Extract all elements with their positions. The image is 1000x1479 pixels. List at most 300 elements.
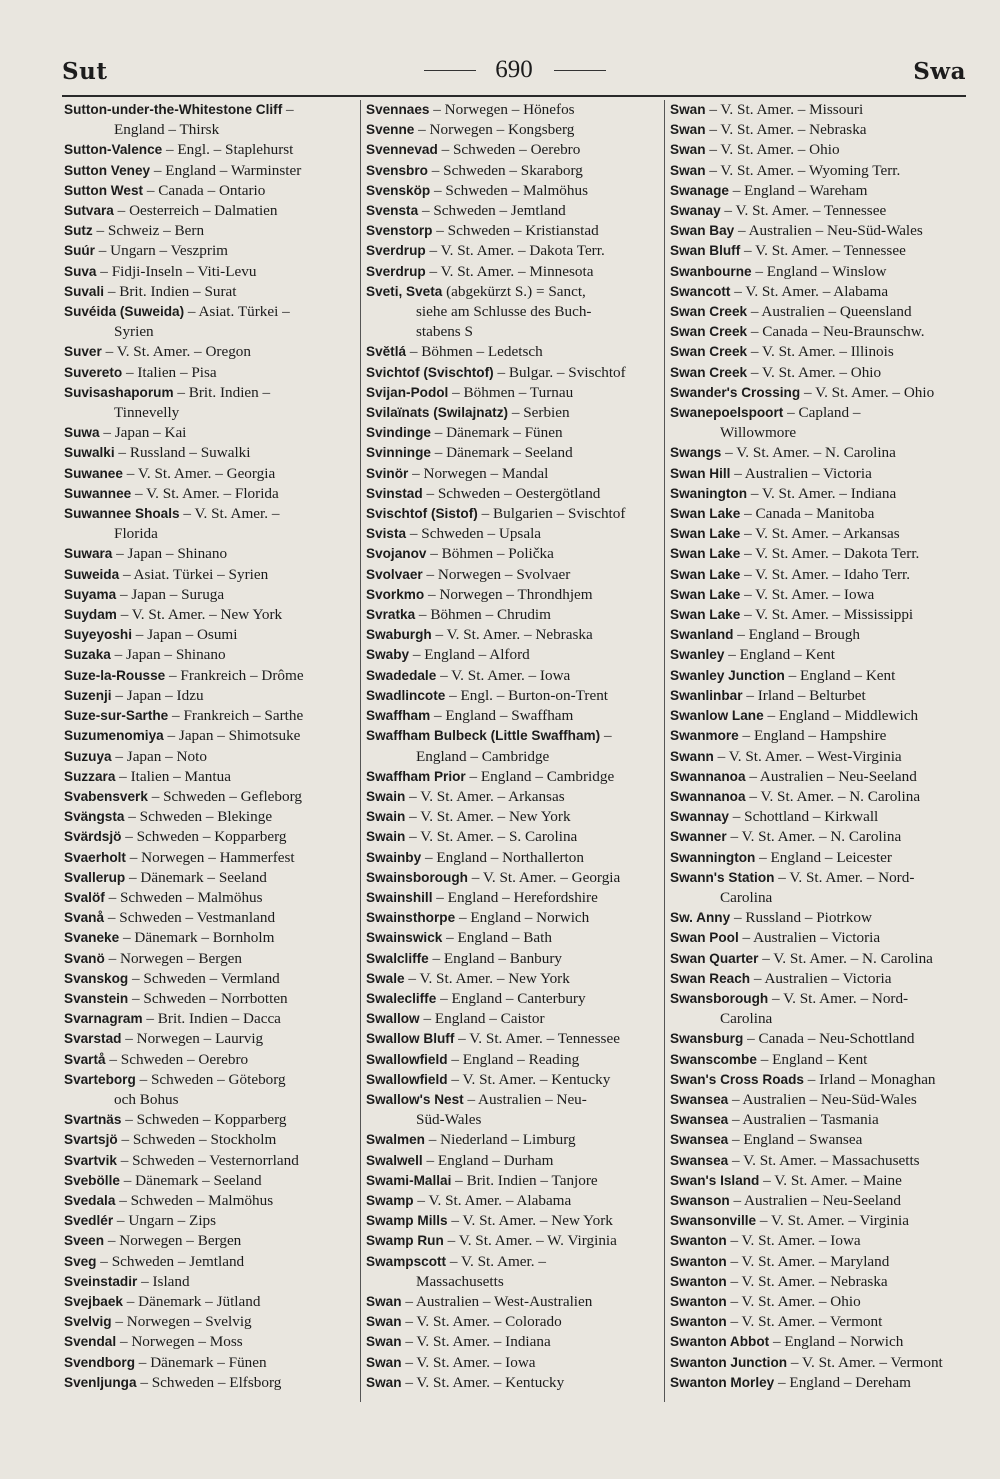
- gazetteer-entry: [64, 1029, 356, 1049]
- entry-location: – V. St. Amer. – Illinois: [747, 343, 894, 361]
- entry-headword: Svorkmo: [366, 586, 425, 602]
- gazetteer-entry: [64, 1332, 356, 1352]
- entry-location: –: [282, 101, 294, 118]
- gazetteer-entry: [64, 1191, 356, 1211]
- entry-location: – Irland – Monaghan: [803, 1070, 936, 1088]
- entry-location: – V. St. Amer. – Vermont: [726, 1313, 883, 1331]
- entry-headword: Suwanee: [64, 465, 123, 481]
- running-head-right: Swa: [913, 58, 966, 85]
- gazetteer-entry: [64, 302, 356, 322]
- entry-headword: Svartnäs: [64, 1112, 122, 1128]
- entry-location: – England – Wareham: [728, 181, 868, 199]
- entry-location: – England – Banbury: [428, 949, 563, 967]
- gazetteer-entry: [64, 767, 356, 787]
- entry-location: – V. St. Amer. – New York: [405, 808, 571, 826]
- entry-headword: Swansea: [670, 1132, 729, 1148]
- entry-headword: Swanton Junction: [670, 1354, 788, 1370]
- gazetteer-entry: [670, 544, 968, 564]
- entry-location: – Japan – Kai: [99, 424, 187, 442]
- entry-headword: Swann: [670, 748, 714, 764]
- entry-headword: Suver: [64, 344, 102, 360]
- entry-location: – V. St. Amer. – Minnesota: [425, 262, 594, 280]
- entry-headword: Sveti, Sveta: [366, 283, 443, 299]
- gazetteer-entry: [366, 888, 662, 908]
- entry-location: – England – Kent: [756, 1050, 868, 1068]
- gazetteer-entry: [670, 1090, 968, 1110]
- gazetteer-entry: [64, 686, 356, 706]
- column-3: [670, 100, 968, 1409]
- entry-headword: Swanay: [670, 203, 721, 219]
- entry-headword: Swanley Junction: [670, 667, 785, 683]
- gazetteer-entry: [64, 1211, 356, 1231]
- gazetteer-entry: [64, 807, 356, 827]
- gazetteer-entry: [670, 262, 968, 282]
- gazetteer-entry: [366, 484, 662, 504]
- gazetteer-entry: [64, 484, 356, 504]
- entry-headword: Sutton-under-the-Whitestone Cliff: [64, 102, 283, 117]
- gazetteer-entry: [366, 585, 662, 605]
- entry-headword: Swamp Run: [366, 1233, 444, 1249]
- entry-location: – V. St. Amer. – Alabama: [413, 1191, 572, 1209]
- entry-headword: Svejbaek: [64, 1293, 123, 1309]
- entry-location: – Japan – Suruga: [116, 585, 225, 603]
- entry-location: – V. St. Amer. – Maine: [759, 1171, 902, 1189]
- entry-location: – V. St. Amer. – Nebraska: [726, 1272, 888, 1290]
- gazetteer-entry: [366, 908, 662, 928]
- gazetteer-entry: [670, 1312, 968, 1332]
- entry-continuation: England – Cambridge: [416, 747, 550, 765]
- entry-headword: Swanton: [670, 1253, 727, 1269]
- gazetteer-entry: [366, 221, 662, 241]
- entry-headword: Sverdrup: [366, 263, 426, 279]
- entry-location: – Schweden – Gefleborg: [147, 787, 302, 805]
- entry-headword: Swan: [366, 1354, 402, 1370]
- gazetteer-entry: [670, 140, 968, 160]
- entry-headword: Swan Lake: [670, 526, 741, 542]
- entry-location: – V. St. Amer. – Ohio: [705, 141, 840, 159]
- entry-location: – Australien – Neu-Seeland: [729, 1191, 901, 1209]
- entry-headword: Swan's Cross Roads: [670, 1071, 804, 1087]
- entry-headword: Swanton: [670, 1233, 727, 1249]
- gazetteer-entry: [64, 908, 356, 928]
- gazetteer-entry: [366, 1070, 662, 1090]
- gazetteer-entry: [366, 1029, 662, 1049]
- entry-location: – Dänemark – Bornholm: [119, 929, 275, 947]
- entry-location: – England – Kent: [724, 646, 835, 664]
- entry-location: – Norwegen – Hönefos: [429, 101, 575, 118]
- entry-location: – Italien – Pisa: [122, 363, 217, 381]
- entry-location: – Schweden – Kristianstad: [432, 222, 599, 240]
- entry-headword: Swalwell: [366, 1152, 423, 1168]
- entry-location: – England – Caistor: [419, 1010, 545, 1028]
- entry-headword: Svarnagram: [64, 1011, 143, 1027]
- entry-headword: Svennaes: [366, 102, 430, 117]
- entry-location: – Asiat. Türkei –: [184, 303, 290, 321]
- entry-headword: Suyeyoshi: [64, 627, 132, 643]
- gazetteer-entry: [670, 625, 968, 645]
- entry-headword: Svilaïnats (Swilajnatz): [366, 405, 509, 421]
- gazetteer-entry: [64, 969, 356, 989]
- entry-headword: Suweida: [64, 566, 120, 582]
- entry-location: – Schweden – Stockholm: [117, 1131, 277, 1149]
- entry-headword: Suvisashaporum: [64, 384, 174, 400]
- entry-headword: Suvereto: [64, 364, 123, 380]
- entry-headword: Swan Pool: [670, 930, 739, 946]
- gazetteer-entry: [366, 1231, 662, 1251]
- entry-location: – England – Swaffham: [430, 707, 574, 725]
- gazetteer-entry: [64, 1292, 356, 1312]
- entry-location: – V. St. Amer. – Mississippi: [740, 606, 914, 624]
- entry-location: – Australien – Queensland: [747, 303, 912, 321]
- entry-location: – V. St. Amer. – S. Carolina: [405, 828, 578, 846]
- entry-location: – Schweiz – Bern: [92, 222, 205, 240]
- entry-headword: Swaffham Prior: [366, 768, 466, 784]
- gazetteer-entry: [670, 747, 968, 767]
- entry-location: – Australien – Tasmania: [728, 1111, 879, 1129]
- gazetteer-entry: [366, 504, 662, 524]
- entry-location: – V. St. Amer. – Tennessee: [740, 242, 906, 260]
- entry-location: – Canada – Neu-Schottland: [743, 1030, 915, 1048]
- gazetteer-entry: [64, 1151, 356, 1171]
- gazetteer-entry: [670, 504, 968, 524]
- entry-headword: Swanton: [670, 1314, 727, 1330]
- entry-headword: Suvali: [64, 283, 105, 299]
- gazetteer-entry: [366, 423, 662, 443]
- entry-location: – V. St. Amer. –: [446, 1252, 546, 1270]
- entry-location: –: [600, 727, 612, 745]
- gazetteer-entry: [366, 120, 662, 140]
- gazetteer-entry: [366, 726, 662, 746]
- entry-headword: Svanö: [64, 950, 105, 966]
- entry-location: – England – Canterbury: [436, 989, 586, 1007]
- entry-headword: Suwannee: [64, 485, 132, 501]
- entry-location: – Fidji-Inseln – Viti-Levu: [96, 262, 257, 280]
- column-divider: [664, 100, 665, 1402]
- gazetteer-entry: [64, 363, 356, 383]
- gazetteer-entry: [366, 928, 662, 948]
- entry-headword: Swanlinbar: [670, 687, 743, 703]
- entry-location: – Bulgarien – Svischtof: [477, 505, 626, 523]
- entry-headword: Swalcliffe: [366, 950, 429, 966]
- gazetteer-entry: [670, 363, 968, 383]
- entry-continuation: Tinnevelly: [114, 404, 180, 422]
- gazetteer-entry: [670, 302, 968, 322]
- entry-headword: Svängsta: [64, 809, 125, 825]
- entry-location: – Canada – Manitoba: [740, 505, 875, 523]
- entry-location: – Schweden – Oerebro: [437, 141, 581, 159]
- gazetteer-entry: [670, 827, 968, 847]
- gazetteer-entry: [64, 585, 356, 605]
- entry-headword: Swansborough: [670, 990, 769, 1006]
- entry-location: – Böhmen – Chrudim: [415, 606, 551, 624]
- gazetteer-entry: [64, 544, 356, 564]
- gazetteer-entry: [670, 1110, 968, 1130]
- entry-location: – V. St. Amer. – N. Carolina: [726, 828, 902, 846]
- entry-headword: Swangs: [670, 445, 722, 461]
- entry-headword: Swanton Morley: [670, 1374, 775, 1390]
- entry-headword: Swampscott: [366, 1253, 447, 1269]
- entry-location: – V. St. Amer. – Kentucky: [401, 1373, 565, 1391]
- entry-location: – V. St. Amer. – Oregon: [101, 343, 251, 361]
- entry-headword: Swan: [670, 122, 706, 138]
- entry-headword: Swannanoa: [670, 788, 746, 804]
- gazetteer-entry: [670, 1373, 968, 1393]
- gazetteer-entry: [366, 827, 662, 847]
- entry-location: – Japan – Shinano: [110, 646, 226, 664]
- gazetteer-entry: [366, 645, 662, 665]
- entry-location: – Norwegen – Laurvig: [121, 1030, 264, 1048]
- entry-location: – V. St. Amer. – New York: [116, 606, 283, 624]
- gazetteer-entry: [366, 1312, 662, 1332]
- gazetteer-entry: [64, 666, 356, 686]
- gazetteer-entry: [670, 565, 968, 585]
- entry-headword: Swannanoa: [670, 768, 746, 784]
- entry-headword: Swan: [366, 1314, 402, 1330]
- entry-location: – V. St. Amer. – Nebraska: [431, 626, 593, 644]
- entry-headword: Sutvara: [64, 203, 114, 219]
- gazetteer-entry: [366, 787, 662, 807]
- entry-location: – V. St. Amer. – Georgia: [467, 868, 621, 886]
- entry-continuation: siehe am Schlusse des Buch-: [416, 303, 592, 321]
- gazetteer-entry: [670, 120, 968, 140]
- gazetteer-entry: [366, 1130, 662, 1150]
- entry-location: – V. St. Amer. – W. Virginia: [443, 1232, 617, 1250]
- entry-location: – Japan – Idzu: [111, 686, 204, 704]
- entry-headword: Svĕtlá: [366, 344, 407, 360]
- entry-location: – Brit. Indien – Dacca: [142, 1010, 281, 1028]
- entry-location: – Schweden – Kopparberg: [121, 1111, 287, 1129]
- entry-location: – V. St. Amer. – Missouri: [705, 101, 864, 118]
- entry-headword: Svensbro: [366, 162, 428, 178]
- entry-location: – Frankreich – Sarthe: [168, 707, 304, 725]
- entry-headword: Suzumenomiya: [64, 728, 164, 744]
- entry-location: – Serbien: [508, 404, 570, 422]
- entry-headword: Swan Hill: [670, 465, 731, 481]
- entry-location: – Norwegen – Svelvig: [111, 1313, 252, 1331]
- gazetteer-entry: [670, 1171, 968, 1191]
- entry-headword: Swanton Abbot: [670, 1334, 770, 1350]
- entry-headword: Svärdsjö: [64, 829, 122, 845]
- gazetteer-entry: [64, 706, 356, 726]
- gazetteer-entry: [670, 1292, 968, 1312]
- entry-headword: Suydam: [64, 607, 117, 623]
- gazetteer-entry: [366, 706, 662, 726]
- entry-headword: Svendal: [64, 1334, 117, 1350]
- entry-headword: Swan Lake: [670, 506, 741, 522]
- entry-location: – Japan – Noto: [111, 747, 207, 765]
- entry-headword: Swanepoelspoort: [670, 405, 784, 421]
- gazetteer-entry: [670, 282, 968, 302]
- entry-headword: Svarstad: [64, 1031, 122, 1047]
- gazetteer-entry: [64, 241, 356, 261]
- entry-headword: Svindinge: [366, 425, 431, 441]
- entry-location: – V. St. Amer. – Florida: [131, 484, 279, 502]
- gazetteer-entry: [366, 241, 662, 261]
- entry-location: – Norwegen – Bergen: [104, 1232, 242, 1250]
- entry-headword: Swaffham: [366, 708, 431, 724]
- entry-location: (abgekürzt S.) = Sanct,: [442, 282, 586, 300]
- entry-headword: Sveinstadir: [64, 1273, 138, 1289]
- entry-headword: Swan: [670, 102, 706, 117]
- entry-location: – V. St. Amer. – N. Carolina: [745, 787, 921, 805]
- gazetteer-entry: [64, 282, 356, 302]
- entry-headword: Svartsjö: [64, 1132, 118, 1148]
- gazetteer-entry: [366, 1332, 662, 1352]
- entry-location: – Japan – Osumi: [132, 626, 238, 644]
- gazetteer-entry: [366, 524, 662, 544]
- entry-location: – V. St. Amer. – Dakota Terr.: [740, 545, 920, 563]
- entry-headword: Swalmen: [366, 1132, 425, 1148]
- page-header: [62, 52, 966, 92]
- entry-location: – Russland – Piotrkow: [730, 909, 872, 927]
- entry-headword: Svaneke: [64, 930, 120, 946]
- entry-headword: Suzzara: [64, 768, 116, 784]
- entry-location: – England – Durham: [422, 1151, 554, 1169]
- entry-location: – England – Leicester: [755, 848, 892, 866]
- entry-headword: Svartvik: [64, 1152, 117, 1168]
- entry-location: – Schweden – Malmöhus: [430, 181, 588, 199]
- entry-headword: Swanland: [670, 627, 734, 643]
- entry-location: – England – Norwich: [769, 1333, 904, 1351]
- entry-location: – Dänemark – Fünen: [135, 1353, 267, 1371]
- gazetteer-entry: [64, 1312, 356, 1332]
- entry-location: – Dänemark – Fünen: [430, 424, 563, 442]
- gazetteer-entry: [670, 1029, 968, 1049]
- entry-location: – V. St. Amer. – Ohio: [726, 1292, 861, 1310]
- entry-headword: Suwa: [64, 425, 100, 441]
- entry-location: – V. St. Amer. – Vermont: [787, 1353, 943, 1371]
- entry-location: – Brit. Indien – Tanjore: [451, 1171, 598, 1189]
- entry-location: – V. St. Amer. – Nebraska: [705, 121, 867, 139]
- entry-location: – England – Middlewich: [763, 707, 919, 725]
- entry-headword: Swaffham Bulbeck (Little Swaffham): [366, 728, 601, 744]
- entry-location: – Japan – Shimotsuke: [163, 727, 301, 745]
- gazetteer-entry: [64, 827, 356, 847]
- gazetteer-entry: [366, 807, 662, 827]
- entry-headword: Svennevad: [366, 142, 438, 158]
- entry-location: – Brit. Indien – Surat: [104, 282, 237, 300]
- entry-location: – England – Kent: [784, 666, 896, 684]
- entry-location: – England – Dereham: [774, 1373, 911, 1391]
- entry-headword: Svartå: [64, 1051, 106, 1067]
- gazetteer-entry: [64, 747, 356, 767]
- gazetteer-entry: [670, 1231, 968, 1251]
- entry-headword: Swadedale: [366, 667, 437, 683]
- entry-headword: Swansonville: [670, 1213, 757, 1229]
- entry-headword: Suwannee Shoals: [64, 506, 180, 522]
- entry-headword: Svanå: [64, 910, 105, 926]
- entry-headword: Swanton: [670, 1273, 727, 1289]
- entry-location: – V. St. Amer. – Tennessee: [454, 1030, 620, 1048]
- entry-location: – Engl. – Staplehurst: [162, 141, 294, 159]
- entry-headword: Svinninge: [366, 445, 431, 461]
- gazetteer-entry: [64, 140, 356, 160]
- entry-location: – V. St. Amer. – Colorado: [401, 1313, 562, 1331]
- entry-location: – V. St. Amer. – Nord-: [768, 989, 909, 1007]
- gazetteer-entry: [670, 1050, 968, 1070]
- entry-headword: Swainswick: [366, 930, 443, 946]
- gazetteer-entry: [670, 686, 968, 706]
- gazetteer-entry: [670, 767, 968, 787]
- entry-headword: Swain: [366, 788, 406, 804]
- entry-headword: Swamp: [366, 1192, 414, 1208]
- gazetteer-entry: [366, 1353, 662, 1373]
- gazetteer-entry: [366, 1292, 662, 1312]
- entry-headword: Swanbourne: [670, 263, 752, 279]
- entry-location: – V. St. Amer. – Iowa: [436, 666, 571, 684]
- entry-location: – England – Hampshire: [738, 727, 887, 745]
- entry-headword: Swalecliffe: [366, 990, 437, 1006]
- gazetteer-entry: [64, 868, 356, 888]
- gazetteer-entry: [64, 605, 356, 625]
- entry-headword: Swain: [366, 809, 406, 825]
- entry-location: – Dänemark – Seeland: [125, 868, 267, 886]
- entry-headword: Swansea: [670, 1112, 729, 1128]
- gazetteer-entry: [366, 565, 662, 585]
- entry-location: – Schweden – Elfsborg: [136, 1373, 282, 1391]
- entry-location: – Italien – Mantua: [115, 767, 231, 785]
- entry-headword: Swallow: [366, 1011, 420, 1027]
- gazetteer-entry: [64, 342, 356, 362]
- gazetteer-entry: [670, 342, 968, 362]
- entry-location: – Australien – Neu-Seeland: [745, 767, 917, 785]
- entry-continuation: Syrien: [114, 323, 154, 341]
- entry-location: – Capland –: [783, 404, 861, 422]
- gazetteer-entry: [366, 181, 662, 201]
- entry-location: – V. St. Amer. – Arkansas: [405, 787, 565, 805]
- entry-location: – Niederland – Limburg: [424, 1131, 576, 1149]
- entry-location: – V. St. Amer. – New York: [447, 1212, 613, 1230]
- entry-headword: Swanscombe: [670, 1051, 757, 1067]
- entry-headword: Svarteborg: [64, 1071, 136, 1087]
- gazetteer-entry: [670, 645, 968, 665]
- entry-headword: Suwalki: [64, 445, 115, 461]
- entry-headword: Swan Lake: [670, 546, 741, 562]
- gazetteer-entry: [366, 544, 662, 564]
- gazetteer-entry: [670, 666, 968, 686]
- gazetteer-entry: [64, 100, 356, 120]
- gazetteer-entry: [366, 605, 662, 625]
- entry-location: – Schweden – Jemtland: [96, 1252, 245, 1270]
- entry-headword: Swanley: [670, 647, 725, 663]
- entry-headword: Swancott: [670, 283, 731, 299]
- gazetteer-entry: [670, 443, 968, 463]
- entry-headword: Swan Bay: [670, 223, 735, 239]
- gazetteer-entry: [366, 848, 662, 868]
- gazetteer-entry: [64, 1009, 356, 1029]
- entry-location: – V. St. Amer. – Iowa: [726, 1232, 861, 1250]
- entry-headword: Swannington: [670, 849, 756, 865]
- gazetteer-entry: [64, 726, 356, 746]
- gazetteer-entry: [64, 504, 356, 524]
- gazetteer-entry: [670, 403, 968, 423]
- entry-headword: Svedala: [64, 1192, 116, 1208]
- entry-location: – Schweden – Vestmanland: [104, 909, 276, 927]
- gazetteer-entry: [64, 989, 356, 1009]
- entry-location: – Schweden – Oerebro: [105, 1050, 249, 1068]
- entry-location: – Frankreich – Drôme: [165, 666, 304, 684]
- entry-headword: Svabensverk: [64, 788, 148, 804]
- gazetteer-entry: [64, 1110, 356, 1130]
- entry-location: – V. St. Amer. – Arkansas: [740, 525, 900, 543]
- entry-headword: Swaburgh: [366, 627, 432, 643]
- gazetteer-entry: [64, 1353, 356, 1373]
- entry-location: – England – Swansea: [728, 1131, 863, 1149]
- entry-headword: Swami-Mallai: [366, 1172, 452, 1188]
- entry-location: – V. St. Amer. – Indiana: [747, 484, 897, 502]
- gazetteer-entry: [64, 262, 356, 282]
- gazetteer-entry: [366, 262, 662, 282]
